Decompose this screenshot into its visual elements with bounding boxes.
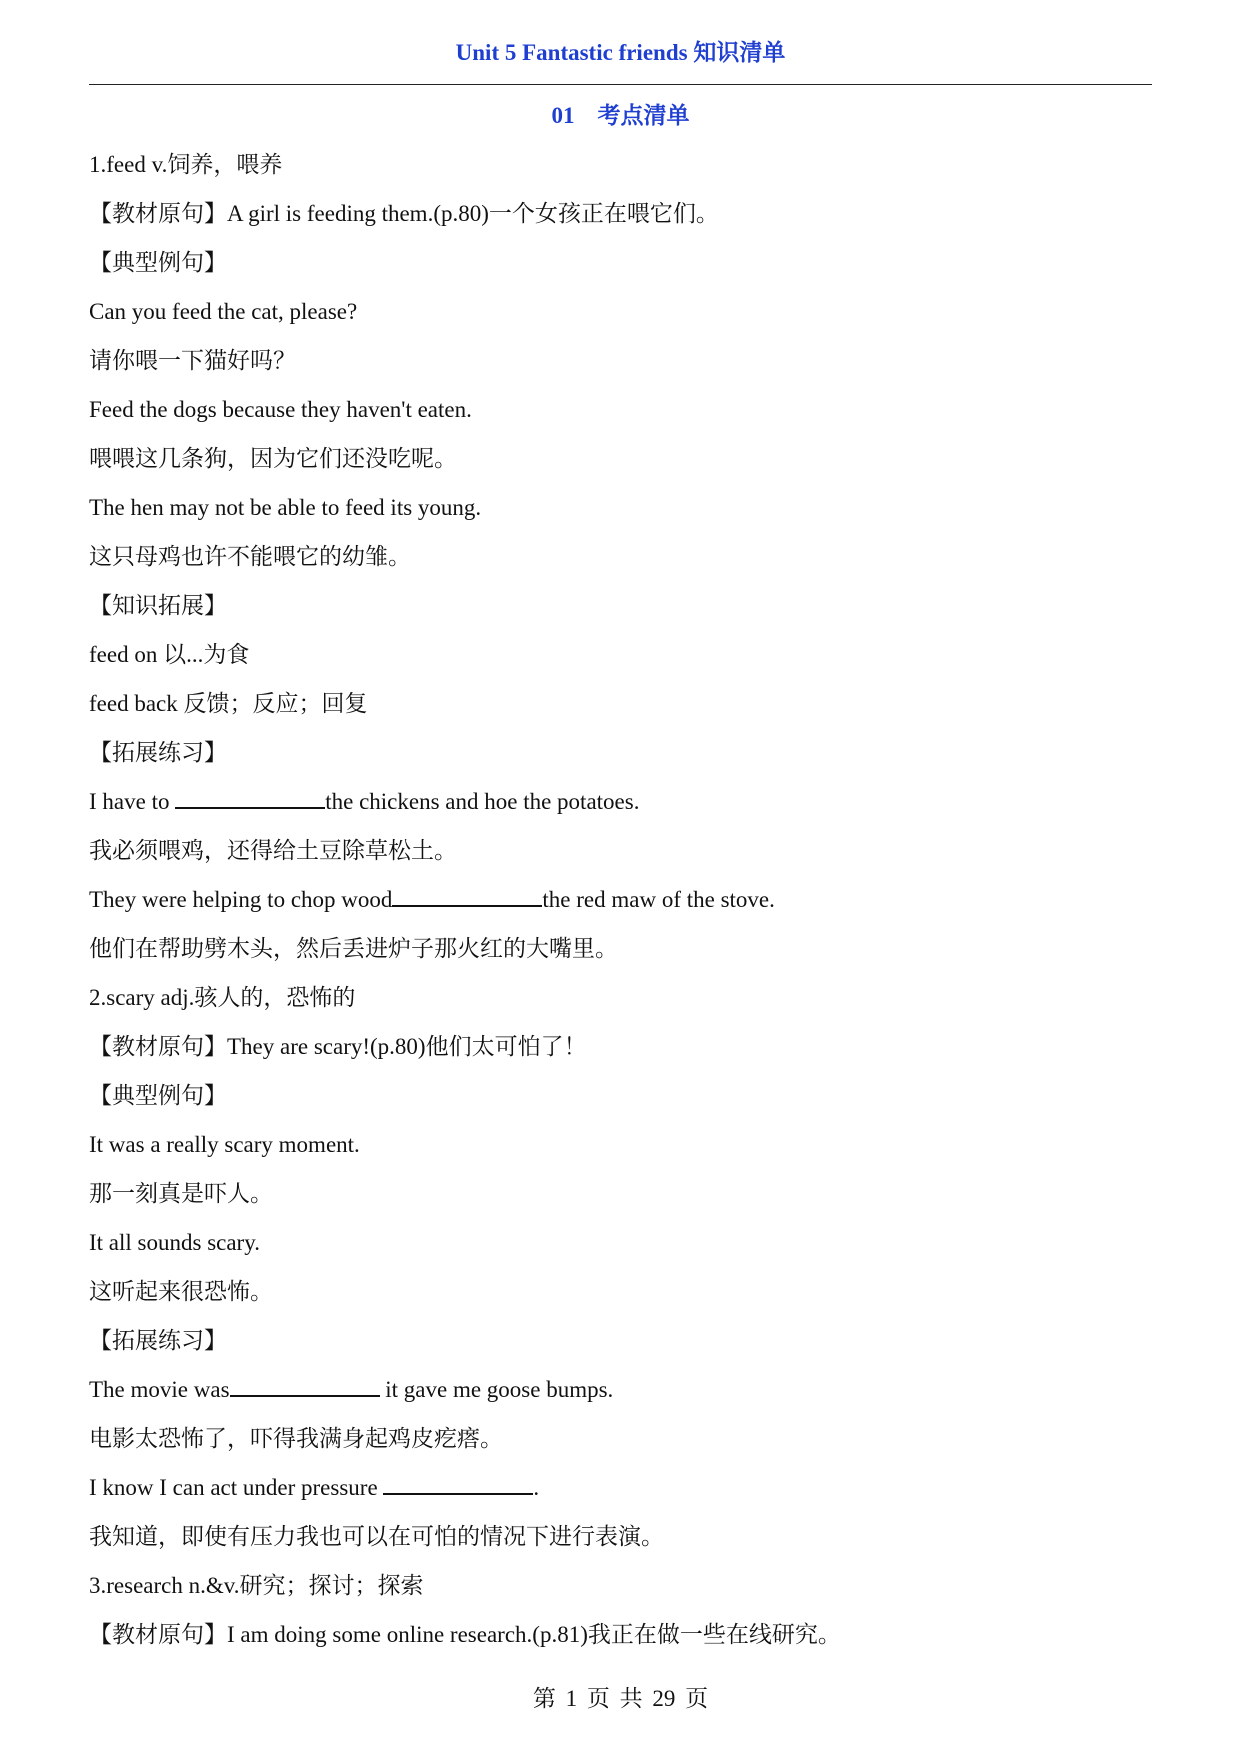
phrase-item: feed on 以...为食 bbox=[89, 642, 250, 667]
answer-blank bbox=[230, 1375, 380, 1397]
example-sentence-zh: 这听起来很恐怖。 bbox=[89, 1279, 273, 1304]
textbook-sentence: 【教材原句】A girl is feeding them.(p.80)一个女孩正在喂它们。 bbox=[89, 201, 719, 226]
exercise-text: . bbox=[533, 1475, 540, 1500]
example-sentence-en: It all sounds scary. bbox=[89, 1230, 260, 1255]
exercise-text: They were helping to chop wood bbox=[89, 887, 393, 912]
header-divider bbox=[89, 84, 1152, 85]
exercise-text: The movie was bbox=[89, 1377, 230, 1402]
practice-label: 【拓展练习】 bbox=[89, 740, 227, 765]
textbook-sentence: 【教材原句】I am doing some online research.(p.81)我正在做一些在线研究。 bbox=[89, 1622, 841, 1647]
exercise-translation: 电影太恐怖了，吓得我满身起鸡皮疙瘩。 bbox=[89, 1426, 503, 1451]
document-body bbox=[89, 140, 1152, 1659]
exercise-translation: 他们在帮助劈木头，然后丢进炉子那火红的大嘴里。 bbox=[89, 936, 618, 961]
example-sentence-en: It was a really scary moment. bbox=[89, 1132, 360, 1157]
example-sentence-zh: 那一刻真是吓人。 bbox=[89, 1181, 273, 1206]
exercise-translation: 我知道，即使有压力我也可以在可怕的情况下进行表演。 bbox=[89, 1524, 664, 1549]
exercise-text: the red maw of the stove. bbox=[542, 887, 775, 912]
page-number-footer: 第 1 页 共 29 页 bbox=[532, 1686, 709, 1711]
exercise-text: I have to bbox=[89, 789, 176, 814]
example-sentence-zh: 喂喂这几条狗，因为它们还没吃呢。 bbox=[89, 446, 457, 471]
exercise-translation: 我必须喂鸡，还得给土豆除草松土。 bbox=[89, 838, 457, 863]
entry-heading-feed: 1.feed v.饲养，喂养 bbox=[89, 152, 283, 177]
example-sentence-en: Can you feed the cat, please? bbox=[89, 299, 358, 324]
exercise-text: it gave me goose bumps. bbox=[379, 1377, 614, 1402]
exercise-sentence bbox=[89, 1365, 1152, 1414]
example-sentence-zh: 请你喂一下猫好吗？ bbox=[89, 348, 296, 373]
entry-heading-scary: 2.scary adj.骇人的，恐怖的 bbox=[89, 985, 356, 1010]
section-title: 01 考点清单 bbox=[551, 103, 690, 128]
example-label: 【典型例句】 bbox=[89, 1083, 227, 1108]
answer-blank bbox=[175, 787, 325, 809]
example-sentence-zh: 这只母鸡也许不能喂它的幼雏。 bbox=[89, 544, 411, 569]
entry-heading-research: 3.research n.&v.研究；探讨；探索 bbox=[89, 1573, 424, 1598]
textbook-sentence: 【教材原句】They are scary!(p.80)他们太可怕了！ bbox=[89, 1034, 587, 1059]
exercise-text: I know I can act under pressure bbox=[89, 1475, 384, 1500]
answer-blank bbox=[392, 885, 542, 907]
exercise-text: the chickens and hoe the potatoes. bbox=[325, 789, 640, 814]
phrase-item: feed back 反馈；反应；回复 bbox=[89, 691, 368, 716]
exercise-sentence bbox=[89, 777, 1152, 826]
knowledge-extension-label: 【知识拓展】 bbox=[89, 593, 227, 618]
answer-blank bbox=[383, 1473, 533, 1495]
document-header-title: Unit 5 Fantastic friends 知识清单 bbox=[455, 40, 786, 65]
exercise-sentence bbox=[89, 1463, 1152, 1512]
example-sentence-en: The hen may not be able to feed its young. bbox=[89, 495, 482, 520]
exercise-sentence bbox=[89, 875, 1152, 924]
example-label: 【典型例句】 bbox=[89, 250, 227, 275]
example-sentence-en: Feed the dogs because they haven't eaten. bbox=[89, 397, 472, 422]
practice-label: 【拓展练习】 bbox=[89, 1328, 227, 1353]
